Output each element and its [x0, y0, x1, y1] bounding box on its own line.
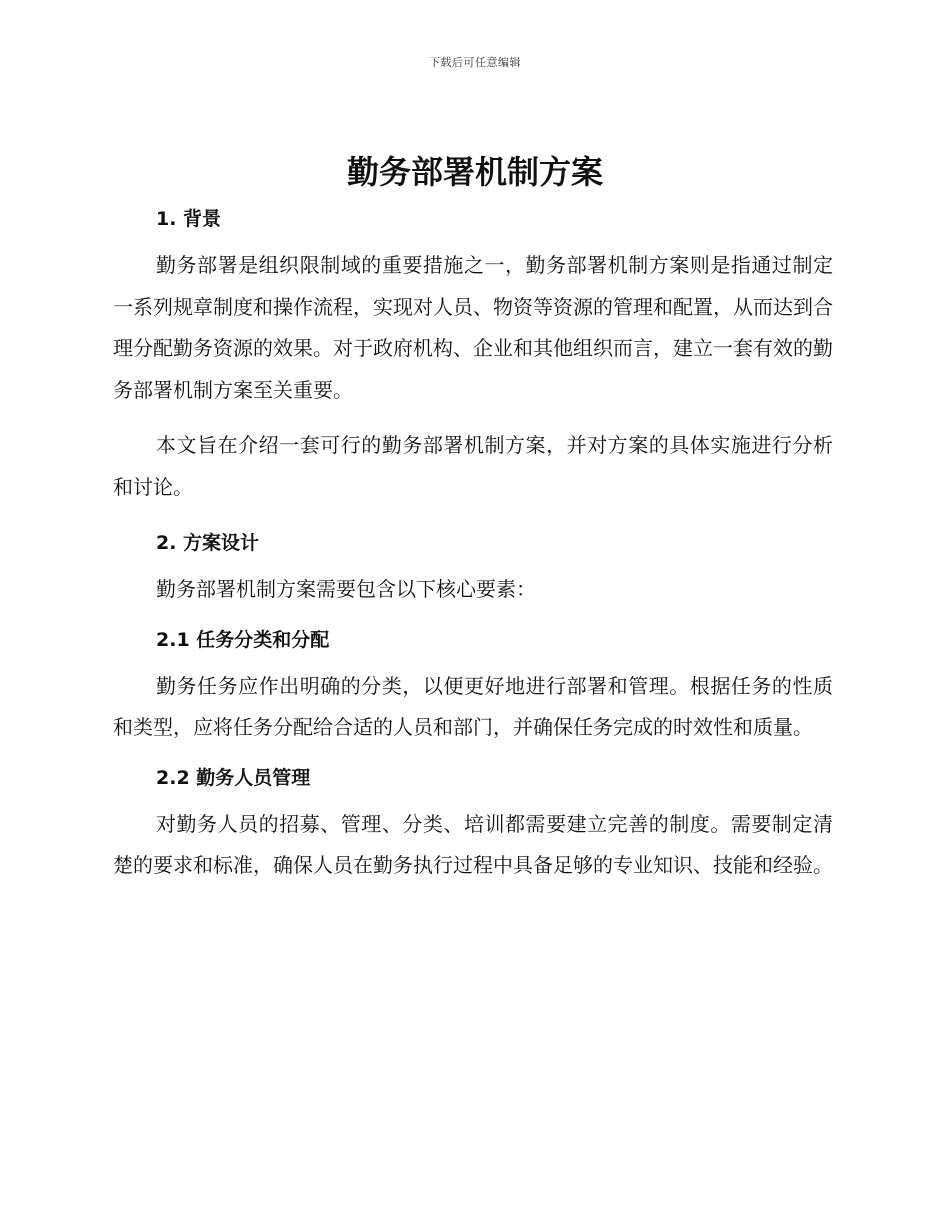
page-header-note: 下载后可任意编辑 [429, 56, 521, 69]
document-title: 勤务部署机制方案 [346, 153, 603, 191]
section-heading-task: 2.1 任务分类和分配 [156, 628, 330, 651]
section-heading-design: 2. 方案设计 [156, 532, 260, 554]
paragraph-background-1: 勤务部署是组织限制域的重要措施之一，勤务部署机制方案则是指通过制定一系列规章制度和操作流程，实现对人员、物资等资源的管理和配置，从而达到合理分配勤务资源的效果。对于政府机构、企业和其他组织而言，建立一套有效的勤务部署机制方案至关重要。 [113, 253, 833, 402]
section-heading-personnel: 2.2 勤务人员管理 [156, 766, 311, 789]
paragraph-personnel-1: 对勤务人员的招募、管理、分类、培训都需要建立完善的制度。需要制定清楚的要求和标准，确保人员在勤务执行过程中具备足够的专业知识、技能和经验。 [113, 811, 833, 877]
paragraph-design-1: 勤务部署机制方案需要包含以下核心要素： [156, 577, 536, 601]
document-body [113, 204, 833, 887]
paragraph-task-1: 勤务任务应作出明确的分类，以便更好地进行部署和管理。根据任务的性质和类型，应将任务分配给合适的人员和部门，并确保任务完成的时效性和质量。 [113, 673, 833, 739]
paragraph-background-2: 本文旨在介绍一套可行的勤务部署机制方案，并对方案的具体实施进行分析和讨论。 [113, 433, 833, 499]
section-heading-background: 1. 背景 [156, 208, 222, 230]
